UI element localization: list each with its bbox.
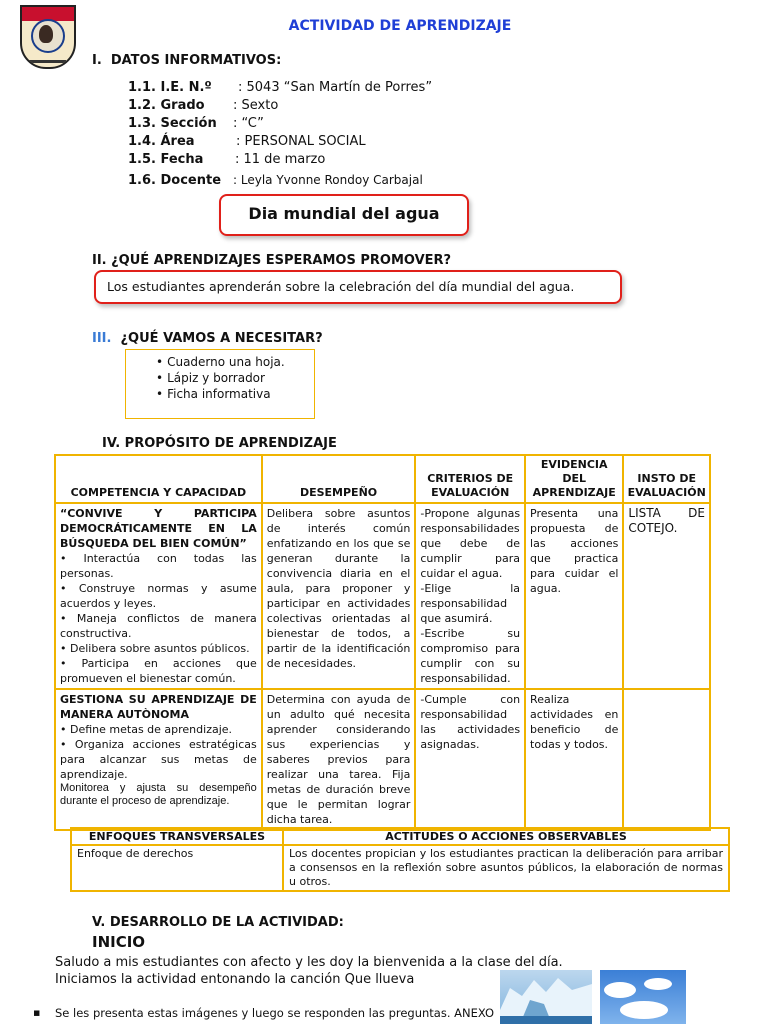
cell-criterios: -Propone algunas responsabilidades que debe de cumplir para cuidar el agua. -Elige la responsabilidad que asumirá. -Escribe su compromiso para cumplir con su responsabilidad. <box>415 503 525 689</box>
label-docente: 1.6. Docente <box>128 173 222 188</box>
school-logo <box>20 5 76 69</box>
label-seccion: 1.3. Sección <box>128 116 217 131</box>
materials-box <box>125 349 315 419</box>
cell-enfoque: Enfoque de derechos <box>71 845 283 891</box>
cell-criterios-2: -Cumple con responsabilidad las actividades asignadas. <box>415 689 525 830</box>
col-actitudes: ACTITUDES O ACCIONES OBSERVABLES <box>283 828 729 845</box>
col-evidencia: EVIDENCIA DEL APRENDIZAJE <box>525 455 623 503</box>
cell-competencia-2: GESTIONA SU APRENDIZAJE DE MANERA AUTÒNOMA • Define metas de aprendizaje. • Organiza acciones estratégicas para alcanzar sus metas de aprendizaje. Monitorea y ajusta su desempeño durante el proceso de aprendizaje. <box>55 689 262 830</box>
section2-text: Los estudiantes aprenderán sobre la celebración del día mundial del agua. <box>107 279 575 294</box>
list-item: • Lápiz y borrador <box>156 370 314 386</box>
cell-evidencia: Presenta una propuesta de las acciones que practica para cuidar el agua. <box>525 503 623 689</box>
clouds-image <box>600 970 686 1024</box>
section1-heading: I. DATOS INFORMATIVOS: <box>92 53 282 68</box>
materials-list <box>156 354 314 402</box>
inicio-heading: INICIO <box>92 933 146 951</box>
value-fecha: : 11 de marzo <box>235 152 326 167</box>
label-grado: 1.2. Grado <box>128 98 205 113</box>
table-row <box>71 845 729 891</box>
value-ie: : 5043 “San Martín de Porres” <box>238 80 433 95</box>
value-area: : PERSONAL SOCIAL <box>236 134 366 149</box>
col-criterios: CRITERIOS DE EVALUACIÓN <box>415 455 525 503</box>
inicio-line1: Saludo a mis estudiantes con afecto y les doy la bienvenida a la clase del día. <box>55 955 563 970</box>
datos-list <box>128 80 528 192</box>
inicio-line2: Iniciamos la actividad entonando la canción Que llueva <box>55 972 415 987</box>
col-instrumento: INSTO DE EVALUACIÓN <box>623 455 710 503</box>
label-ie: 1.1. I.E. N.º <box>128 80 212 95</box>
list-item: • Cuaderno una hoja. <box>156 354 314 370</box>
section4-heading: IV. PROPÓSITO DE APRENDIZAJE <box>102 436 337 451</box>
section3-heading: III. ¿QUÉ VAMOS A NECESITAR? <box>92 331 323 346</box>
topic-box <box>219 194 469 236</box>
cell-competencia: “CONVIVE Y PARTICIPA DEMOCRÁTICAMENTE EN LA BÚSQUEDA DEL BIEN COMÚN” • Interactúa con todas las personas. • Construye normas y asume acuerdos y leyes. • Maneja conflictos de manera constructiva. • Delibera sobre asuntos públicos. • Participa en acciones que promueven el bienestar común. <box>55 503 262 689</box>
cell-evidencia-2: Realiza actividades en beneficio de todas y todos. <box>525 689 623 830</box>
list-item: • Ficha informativa <box>156 386 314 402</box>
value-docente: : Leyla Yvonne Rondoy Carbajal <box>233 173 423 187</box>
label-area: 1.4. Área <box>128 134 195 149</box>
section2-box <box>94 270 622 304</box>
cell-desempeno-2: Determina con ayuda de un adulto qué necesita aprender considerando sus experiencias y saberes previos para realizar una tarea. Fija metas de duración breve que le permitan lograr dicha tarea. <box>262 689 416 830</box>
value-seccion: : “C” <box>233 116 264 131</box>
col-competencia: COMPETENCIA Y CAPACIDAD <box>55 455 262 503</box>
value-grado: : Sexto <box>233 98 279 113</box>
enfoques-table <box>70 827 730 892</box>
table-row <box>55 503 710 689</box>
bullet-square-icon: ▪ <box>33 1006 41 1019</box>
purpose-table <box>54 454 711 831</box>
col-enfoques: ENFOQUES TRANSVERSALES <box>71 828 283 845</box>
table-row <box>55 689 710 830</box>
cell-actitud: Los docentes propician y los estudiantes practican la deliberación para arribar a consensos en la reflexión sobre asuntos públicos, la elaboración de normas u otros. <box>283 845 729 891</box>
section2-heading: II. ¿QUÉ APRENDIZAJES ESPERAMOS PROMOVER? <box>92 253 452 268</box>
topic-title: Dia mundial del agua <box>248 204 440 223</box>
cell-desempeno: Delibera sobre asuntos de interés común enfatizando en los que se generan durante la convivencia diaria en el aula, para proponer y participar en actividades colectivas orientadas al bienestar de todos, a partir de la identificación de necesidades. <box>262 503 416 689</box>
glacier-image <box>500 970 592 1024</box>
label-fecha: 1.5. Fecha <box>128 152 204 167</box>
inicio-bullet: Se les presenta estas imágenes y luego se responden las preguntas. ANEXO <box>55 1006 495 1020</box>
cell-instrumento-2 <box>623 689 710 830</box>
page-title: ACTIVIDAD DE APRENDIZAJE <box>288 18 512 34</box>
col-desempeno: DESEMPEÑO <box>262 455 416 503</box>
cell-instrumento: LISTA DE COTEJO. <box>623 503 710 689</box>
section5-heading: V. DESARROLLO DE LA ACTIVIDAD: <box>92 915 344 930</box>
